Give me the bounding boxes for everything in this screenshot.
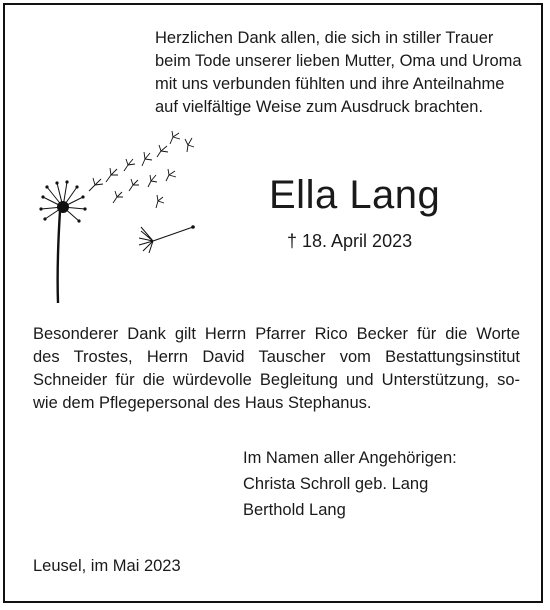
thanks-text bbox=[33, 323, 520, 415]
death-date: † 18. April 2023 bbox=[287, 231, 413, 251]
dandelion-icon bbox=[33, 123, 203, 308]
thanks-line: Besonderer Dank gilt Herrn Pfarrer Rico Becker für die Worte bbox=[33, 325, 520, 343]
thanks-line: wie dem Pflegepersonal des Haus Stephanus. bbox=[33, 394, 372, 412]
signer-name: Christa Schroll geb. Lang bbox=[243, 475, 429, 493]
intro-line: Herzlichen Dank allen, die sich in stiller Trauer bbox=[155, 29, 494, 47]
intro-line: beim Tode unserer lieben Mutter, Oma und Uroma bbox=[155, 52, 522, 70]
intro-text bbox=[155, 27, 525, 119]
signoff-heading: Im Namen aller Angehörigen: bbox=[243, 449, 457, 467]
signer-name: Berthold Lang bbox=[243, 501, 346, 519]
thanks-line: des Trostes, Herrn David Tauscher vom Bestattungsinstitut bbox=[33, 348, 520, 366]
obituary-card bbox=[3, 3, 543, 603]
thanks-line: Schneider für die würdevolle Begleitung und Unterstützung, so- bbox=[33, 371, 520, 389]
deceased-name: Ella Lang bbox=[269, 173, 441, 217]
intro-line: mit uns verbunden fühlten und ihre Anteilnahme bbox=[155, 75, 505, 93]
place-date: Leusel, im Mai 2023 bbox=[33, 557, 181, 575]
signoff-block bbox=[243, 445, 457, 523]
intro-line: auf vielfältige Weise zum Ausdruck brachten. bbox=[155, 98, 484, 116]
